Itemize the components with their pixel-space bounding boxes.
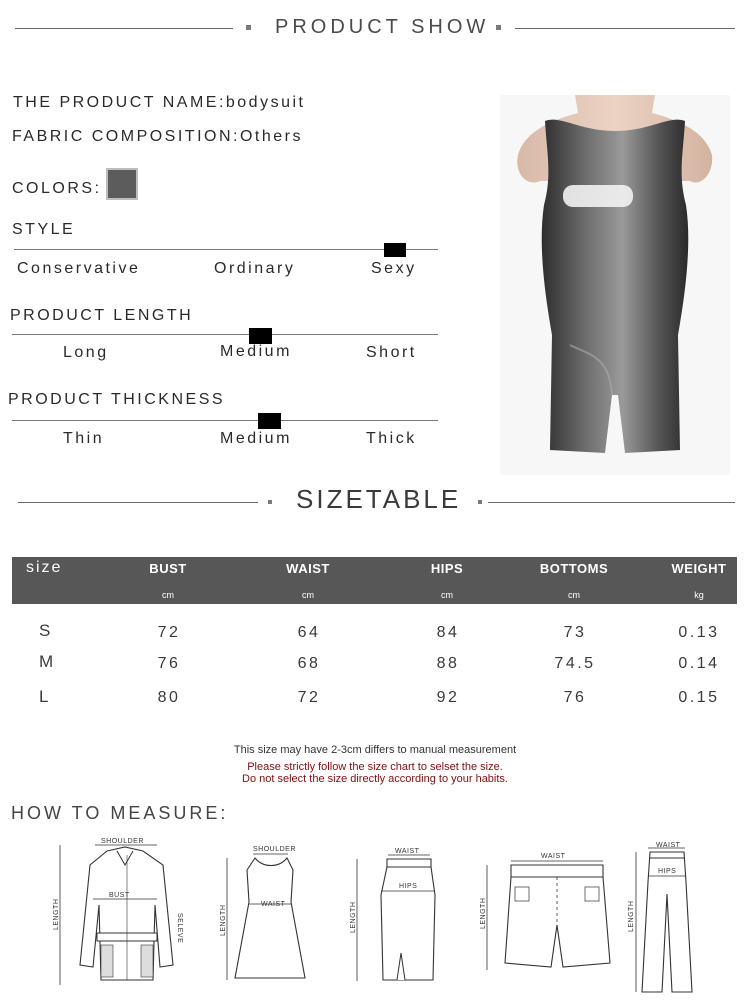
shorts-diagram <box>473 845 613 975</box>
jacket-diagram <box>45 835 195 995</box>
pants-diagram <box>620 842 700 997</box>
table-cell: 84 <box>436 624 460 641</box>
dress-diagram <box>213 840 308 990</box>
label-length: LENGTH <box>220 904 227 936</box>
table-cell: 80 <box>157 689 181 706</box>
style-track <box>14 249 438 250</box>
label-length: LENGTH <box>480 897 487 929</box>
header-square-left <box>246 25 251 30</box>
color-swatch[interactable] <box>106 168 138 200</box>
unit-weight: kg <box>694 590 704 600</box>
table-cell: 76 <box>563 689 587 706</box>
header-square-right <box>496 25 501 30</box>
thickness-title: PRODUCT THICKNESS <box>8 391 226 408</box>
label-waist: WAIST <box>656 842 681 849</box>
row-size: S <box>39 621 51 640</box>
table-cell: 0.15 <box>678 689 720 706</box>
unit-bust: cm <box>162 590 174 600</box>
header-line-left <box>15 28 233 29</box>
thickness-selected-marker <box>258 413 281 429</box>
unit-waist: cm <box>302 590 314 600</box>
col-bottoms: BOTTOMS <box>539 561 609 576</box>
thickness-option-medium: Medium <box>220 430 292 447</box>
table-cell: 72 <box>297 689 321 706</box>
unit-hips: cm <box>441 590 453 600</box>
style-selected-marker <box>384 243 406 257</box>
table-cell: 92 <box>436 689 460 706</box>
label-waist: WAIST <box>261 901 286 908</box>
sizetable-header-row <box>12 557 737 604</box>
label-waist: WAIST <box>541 853 566 860</box>
label-waist: WAIST <box>395 848 420 855</box>
thickness-option-thick: Thick <box>366 430 417 447</box>
table-cell: 68 <box>297 655 321 672</box>
header-line-right <box>515 28 735 29</box>
label-length: LENGTH <box>628 900 635 932</box>
unit-bottoms: cm <box>568 590 580 600</box>
col-bust: BUST <box>149 561 187 576</box>
product-photo <box>500 95 730 475</box>
note-habits: Do not select the size directly according to your habits. <box>242 773 508 785</box>
note-follow-chart: Please strictly follow the size chart to selset the size. <box>247 761 503 773</box>
length-option-medium: Medium <box>220 343 292 360</box>
how-to-measure-title: HOW TO MEASURE: <box>11 803 229 823</box>
col-hips: HIPS <box>430 561 464 576</box>
colors-label: COLORS: <box>12 180 102 197</box>
note-measurement: This size may have 2-3cm differs to manual measurement <box>233 744 517 756</box>
product-name: THE PRODUCT NAME:bodysuit <box>13 94 306 111</box>
table-cell: 72 <box>157 624 181 641</box>
style-title: STYLE <box>12 221 76 238</box>
bodysuit-image <box>500 95 730 475</box>
row-size: L <box>39 687 49 706</box>
sizetable-square-right <box>478 500 482 504</box>
col-waist: WAIST <box>286 561 330 576</box>
label-hips: HIPS <box>658 868 677 875</box>
col-weight: WEIGHT <box>671 561 727 576</box>
size-header: size <box>26 559 63 576</box>
table-cell: 74.5 <box>554 655 596 672</box>
thickness-track <box>12 420 438 421</box>
sizetable-square-left <box>268 500 272 504</box>
length-track <box>12 334 438 335</box>
label-hips: HIPS <box>399 883 418 890</box>
thickness-option-thin: Thin <box>63 430 105 447</box>
length-option-short: Short <box>366 344 417 361</box>
style-option-sexy: Sexy <box>371 260 417 277</box>
sizetable-title: SIZETABLE <box>296 484 462 514</box>
fabric-composition: FABRIC COMPOSITION:Others <box>12 128 303 145</box>
label-length: LENGTH <box>350 901 357 933</box>
table-cell: 88 <box>436 655 460 672</box>
style-option-conservative: Conservative <box>17 260 141 277</box>
style-option-ordinary: Ordinary <box>214 260 296 277</box>
label-shoulder: SHOULDER <box>101 838 144 845</box>
table-cell: 73 <box>563 624 587 641</box>
table-cell: 64 <box>297 624 321 641</box>
label-length: LENGTH <box>53 898 60 930</box>
length-selected-marker <box>249 328 272 344</box>
length-option-long: Long <box>63 344 109 361</box>
table-cell: 0.13 <box>678 624 720 641</box>
page-title: PRODUCT SHOW <box>275 16 490 38</box>
row-size: M <box>39 652 54 671</box>
sizetable-line-left <box>18 502 258 503</box>
skirt-diagram <box>345 845 440 990</box>
sizetable-line-right <box>488 502 735 503</box>
label-sleeve: SELEVE <box>176 913 183 944</box>
table-cell: 0.14 <box>678 655 720 672</box>
label-shoulder: SHOULDER <box>253 846 296 853</box>
label-bust: BUST <box>109 892 130 899</box>
length-title: PRODUCT LENGTH <box>10 307 194 324</box>
table-cell: 76 <box>157 655 181 672</box>
